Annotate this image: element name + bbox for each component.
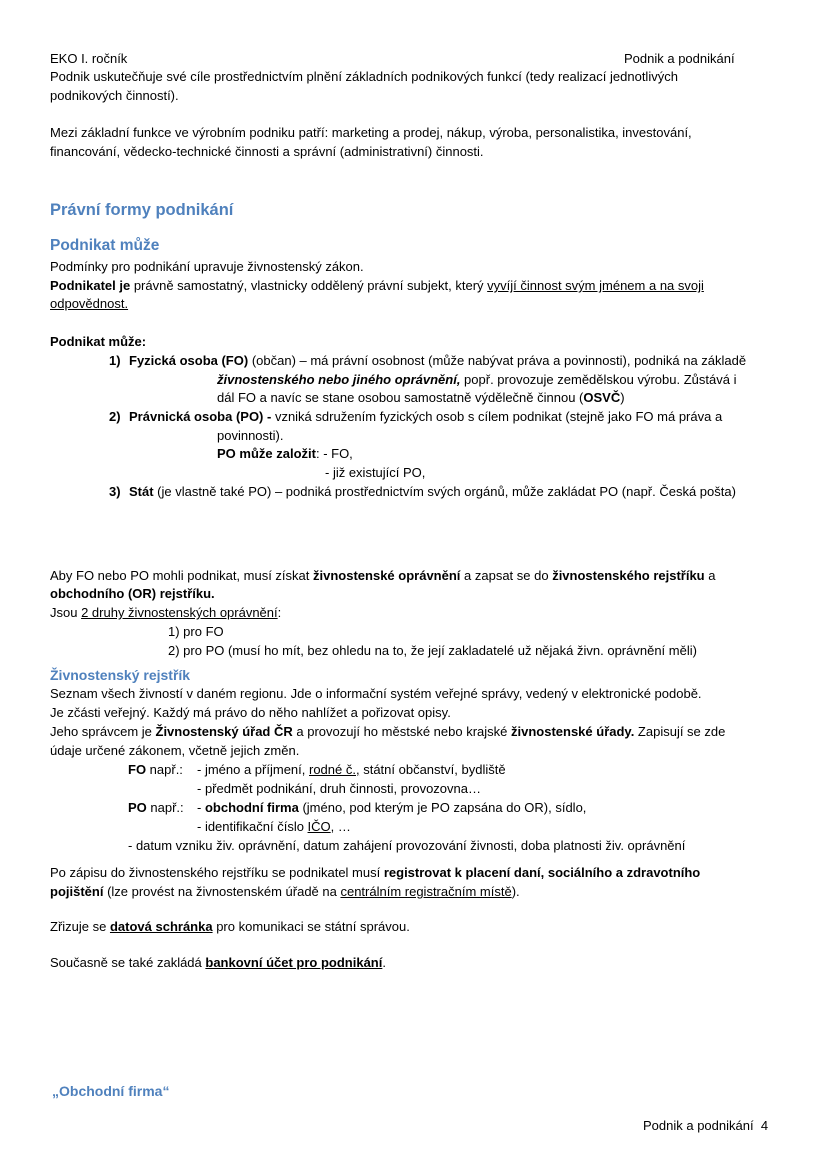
page-number: 4 [760, 1118, 769, 1133]
item1-line3 [217, 389, 625, 407]
item3-line1 [129, 483, 736, 501]
intro-p2-line2: financování, vědecko-technické činnosti a správní (administrativní) činnosti. [50, 144, 484, 159]
bankovni-text1: Současně se také zakládá [50, 955, 206, 970]
po-item2-ico: IČO [307, 819, 331, 834]
po-item2-a: - identifikační číslo [197, 819, 308, 834]
datova-text2: pro komunikaci se státní správou. [212, 919, 410, 934]
datova-bold: datová schránka [109, 919, 213, 934]
aby-line3-end: : [277, 605, 282, 620]
aby-text3: a [704, 568, 716, 583]
item2-line2: povinnosti). [217, 428, 284, 443]
aby-line1 [50, 567, 715, 585]
intro-p1-line1: Podnik uskutečňuje své cíle prostřednictvím plnění základních podnikových funkcí (tedy realizací jednotlivých [50, 69, 678, 84]
item1-osvc: OSVČ [583, 390, 621, 405]
aby-line3-text: Jsou [50, 605, 82, 620]
aby-line3 [50, 604, 281, 622]
bankovni-text2: . [382, 955, 386, 970]
item2-line3-bold: PO může založit [217, 446, 316, 461]
datova-schranka-line [50, 918, 410, 936]
fo-bold: FO [128, 762, 147, 777]
item1-line1 [129, 352, 746, 370]
item3-number: 3) [109, 484, 121, 499]
header-left: EKO I. ročník [50, 51, 128, 66]
heading-obchodni-firma: „Obchodní firma“ [52, 1083, 170, 1099]
fo-item1-b: státní občanství, bydliště [359, 762, 506, 777]
zapis-end: ). [511, 884, 520, 899]
zapis-underline: centrálním registračním místě [340, 884, 512, 899]
fo-item1-underline: rodné č., [309, 762, 360, 777]
po-item1-c: (jméno, pod kterým je PO zapsána do OR), sídlo, [298, 800, 587, 815]
item2-line4: - již existující PO, [325, 465, 426, 480]
item1-text: (občan) – má právní osobnost (může nabývat práva a povinnosti), podniká na základě [248, 353, 747, 368]
rejstrik-line4: údaje určené zákonem, včetně jejich změn. [50, 743, 300, 758]
fo-text: např.: [146, 762, 183, 777]
heading-podnikat-muze: Podnikat může [50, 237, 160, 254]
rejstrik-l3a: Jeho správcem je [50, 724, 156, 739]
item1-line2-text: popř. provozuje zemědělskou výrobu. Zůstává i [460, 372, 737, 387]
rejstrik-l3e: Zapisují se zde [634, 724, 726, 739]
po-item2-b: , … [330, 819, 351, 834]
po-bold: PO [128, 800, 147, 815]
po-text: např.: [146, 800, 184, 815]
aby-text2: a zapsat se do [460, 568, 553, 583]
aby-line3-underline: 2 druhy živnostenských oprávnění [81, 605, 278, 620]
item1-line2-bold: živnostenského nebo jiného oprávnění, [217, 372, 461, 387]
rejstrik-l3b: Živnostenský úřad ČR [155, 724, 293, 739]
aby-bold1: živnostenské oprávnění [313, 568, 461, 583]
po-item1-a: - [197, 800, 205, 815]
item3-text: (je vlastně také PO) – podniká prostřednictvím svých orgánů, může zakládat PO (např. Česká pošta) [153, 484, 736, 499]
rejstrik-line2: Je zčásti veřejný. Každý má právo do něho nahlížet a pořizovat opisy. [50, 705, 451, 720]
datova-text1: Zřizuje se [50, 919, 110, 934]
rejstrik-l3c: a provozují ho městské nebo krajské [292, 724, 511, 739]
item1-line3-text: dál FO a navíc se stane osobou samostatně výdělečně činnou ( [217, 390, 584, 405]
podminky-text: Podmínky pro podnikání upravuje živnostenský zákon. [50, 259, 364, 274]
fo-item1 [197, 761, 506, 779]
item2-number: 2) [109, 409, 121, 424]
zapis-line1 [50, 864, 700, 882]
podnikat-label: Podnikat může: [50, 334, 147, 349]
item3-bold: Stát [129, 484, 154, 499]
rejstrik-l3d: živnostenské úřady. [511, 724, 635, 739]
zapis-bold2: pojištění [50, 884, 104, 899]
item1-number: 1) [109, 353, 121, 368]
heading-zivnostensky-rejstrik: Živnostenský rejstřík [50, 667, 191, 683]
rejstrik-line1: Seznam všech živností v daném regionu. Jde o informační systém veřejné správy, vedený v elektronické podobě. [50, 686, 702, 701]
podnikatel-line1 [50, 277, 704, 295]
zapis-line2 [50, 883, 520, 901]
po-item1 [197, 799, 586, 817]
opravneni-po: 2) pro PO (musí ho mít, bez ohledu na to, že její zakladatelé už nějaká živn. oprávnění měli) [168, 643, 697, 658]
item2-line3 [217, 445, 353, 463]
podnikatel-text: právně samostatný, vlastnicky oddělený právní subjekt, který [130, 278, 488, 293]
fo-label [128, 761, 183, 779]
po-item1-bold: obchodní firma [204, 800, 299, 815]
item2-line3-text: : - FO, [315, 446, 353, 461]
bankovni-ucet-line [50, 954, 386, 972]
bankovni-bold: bankovní účet pro podnikání [205, 955, 383, 970]
rejstrik-line3 [50, 723, 725, 741]
podnikatel-underline: vyvíjí činnost svým jménem a na svoji [487, 278, 704, 293]
aby-text1: Aby FO nebo PO mohli podnikat, musí získat [50, 568, 314, 583]
item2-bold: Právnická osoba (PO) - [129, 409, 272, 424]
intro-p2-line1: Mezi základní funkce ve výrobním podniku patří: marketing a prodej, nákup, výroba, personalistika, investování, [50, 125, 692, 140]
datum-line: - datum vzniku živ. oprávnění, datum zahájení provozování živnosti, doba platnosti živ. oprávnění [128, 838, 686, 853]
heading-pravni-formy: Právní formy podnikání [50, 201, 234, 219]
fo-item1-a: - jméno a příjmení, [197, 762, 309, 777]
item1-line3-end: ) [620, 390, 625, 405]
item1-line2 [217, 371, 736, 389]
intro-p1-line2: podnikových činností). [50, 88, 179, 103]
header-right: Podnik a podnikání [624, 51, 735, 66]
po-item2 [197, 818, 351, 836]
zapis-bold1: registrovat k placení daní, sociálního a zdravotního [383, 865, 701, 880]
item2-line1 [129, 408, 722, 426]
footer [643, 1117, 768, 1135]
podnikatel-line2: odpovědnost. [50, 296, 129, 311]
opravneni-fo: 1) pro FO [168, 624, 224, 639]
fo-item2: - předmět podnikání, druh činnosti, provozovna… [197, 781, 481, 796]
po-label [128, 799, 184, 817]
zapis-text2: (lze provést na živnostenském úřadě na [103, 884, 341, 899]
zapis-text1: Po zápisu do živnostenského rejstříku se podnikatel musí [50, 865, 384, 880]
footer-label: Podnik a podnikání [643, 1118, 754, 1133]
item1-bold: Fyzická osoba (FO) [129, 353, 249, 368]
aby-line2: obchodního (OR) rejstříku. [50, 586, 215, 601]
podnikatel-bold: Podnikatel je [50, 278, 131, 293]
aby-bold2: živnostenského rejstříku [552, 568, 705, 583]
item2-text: vzniká sdružením fyzických osob s cílem podnikat (stejně jako FO má práva a [271, 409, 723, 424]
